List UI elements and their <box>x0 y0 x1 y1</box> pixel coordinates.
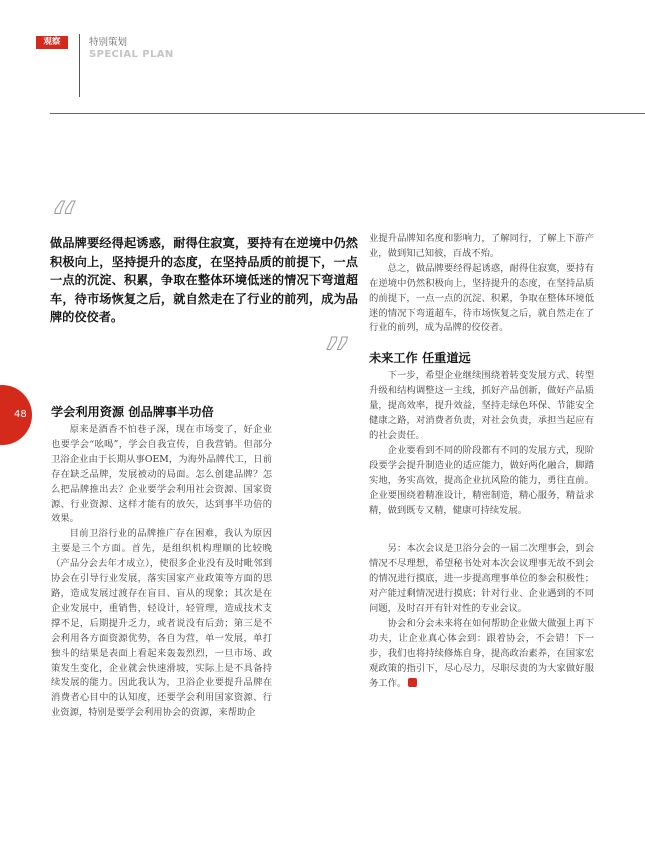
paragraph-text: 协会和分会未来将在如何帮助企业做大做强上再下功夫，让企业真心体会到：跟着协会，不会错！下一步，我们也将持续修炼自身，提高政治素养，在国家宏观政策的指引下，尽心尽力，尽职尽责的为大家做好服务工作。 <box>369 617 594 689</box>
section-title-cn: 特别策划 <box>89 37 128 48</box>
paragraph: 下一步，希望企业继续围绕着转变发展方式、转型升级和结构调整这一主线，抓好产品创新，做好产品质量，提高效率，提升效益，坚持走绿色环保、节能安全健康之路，对消费者负责，对社会负责，承担当起应有的社会责任。 <box>369 370 594 441</box>
spacer <box>369 518 594 542</box>
section-title-en: SPECIAL PLAN <box>89 49 174 60</box>
paragraph: 原来是酒香不怕巷子深，现在市场变了，好企业也要学会“吆喝”，学会自我宣传，自我营销。但部分卫浴企业由于长期从事OEM，为海外品牌代工，日前存在缺乏品牌，发展被动的局面。怎么创建品牌？怎么把品牌推出去？企业要学会利用社会资源、国家资源、行业资源、这样才能有的放矢，达到事半功倍的效果。 <box>51 424 272 525</box>
page-number-badge <box>0 385 32 445</box>
paragraph: 企业要看到不同的阶段都有不同的发展方式，现阶段要学会提升制造业的适应能力，做好两化融合，脚踏实地，务实高效，提高企业抗风险的能力，勇往直前。企业要围绕着精准设计，精密制造，精心服务，精益求精，做到既专又精，健康可持续发展。 <box>369 444 594 516</box>
header-rule <box>50 113 645 114</box>
left-column <box>51 404 272 721</box>
close-quote-icon: ” <box>320 328 347 388</box>
paragraph: 目前卫浴行业的品牌推广存在困难，我认为原因主要是三个方面。首先，是组织机构理顺的比较晚（产品分会去年才成立），使很多企业没有及时毗邻到协会在引导行业发展，落实国家产业政策等方面的思路，造成发展过渡存在盲目、盲从的现象；其次是在企业发展中，重销售，轻设计，轻管理，造成技术支撑不足，后期提升乏力，或者说没有后劲；第三是不会利用各方面资源优势，各自为营，单一发展，单打独斗的结果是表面上看起来轰轰烈烈，一旦市场、政策发生变化，企业就会快速滑坡，实际上是不具备持续发展的能力。因此我认为，卫浴企业要提升品牌在消费者心目中的认知度，还要学会利用国家资源、行业资源，特别是要学会利用协会的资源，来帮助企 <box>51 528 272 719</box>
section-tag: 观察 <box>36 36 68 49</box>
section-heading-future: 未来工作 任重道远 <box>369 351 471 366</box>
header-divider <box>79 34 80 97</box>
page-number: 48 <box>14 409 27 420</box>
paragraph-final <box>369 617 594 692</box>
paragraph: 业提升品牌知名度和影响力，了解同行，了解上下游产业，做到知己知彼，百战不殆。 <box>369 233 594 259</box>
open-quote-icon: “ <box>48 192 75 252</box>
pull-quote: 做品牌要经得起诱惑，耐得住寂寞，要持有在逆境中仍然积极向上，坚持提升的态度，在坚持品质的前提下，一点一点的沉淀、积累，争取在整体环境低迷的情况下弯道超车，待市场恢复之后，就自然走在了行业的前列，成为品牌的佼佼者。 <box>50 236 358 325</box>
section-heading-resources: 学会利用资源 创品牌事半功倍 <box>51 405 214 419</box>
spacer <box>369 336 594 350</box>
paragraph: 总之，做品牌要经得起诱惑，耐得住寂寞，要持有在逆境中仍然积极向上，坚持提升的态度，在坚持品质的前提下，一点一点的沉淀、积累，争取在整体环境低迷的情况下弯道超车，待市场恢复之后，就自然走在了行业的前列，成为品牌的佼佼者。 <box>369 262 594 334</box>
end-mark-icon <box>408 678 417 687</box>
paragraph: 另：本次会议是卫浴分会的一届二次理事会，到会情况不尽理想，希望秘书处对本次会议理事无故不到会的情况进行摸底，进一步提高理事单位的参会积极性；对产能过剩情况进行摸底；针对行业、企业遇到的不同问题，及时召开有针对性的专业会议。 <box>369 543 594 615</box>
right-column <box>369 232 594 691</box>
